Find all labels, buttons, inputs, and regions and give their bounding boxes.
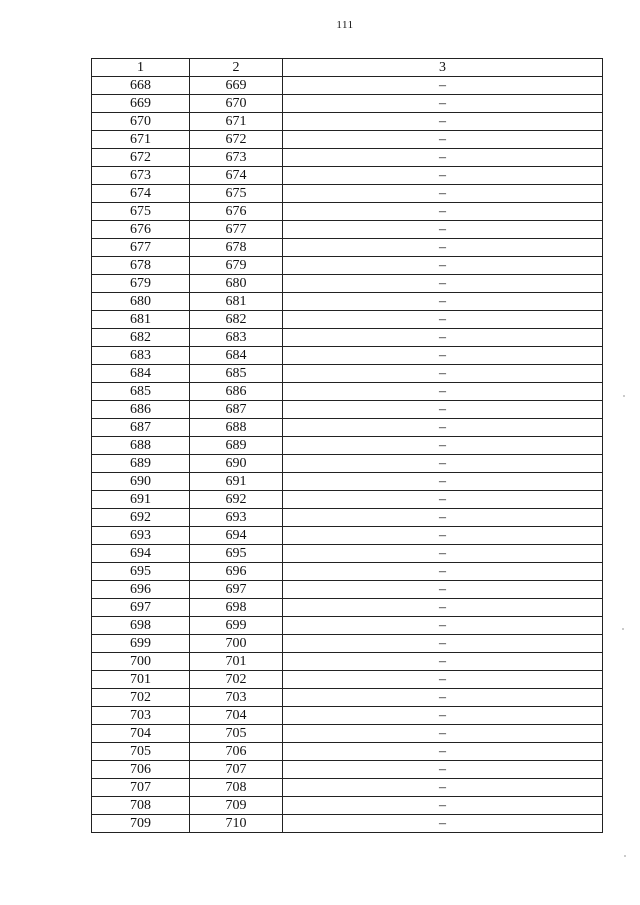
table-cell-col-2: 700 bbox=[190, 635, 283, 653]
table-cell-col-1: 692 bbox=[92, 509, 190, 527]
table-row bbox=[92, 419, 603, 437]
column-header-1: 1 bbox=[92, 59, 190, 77]
table-cell-col-3: – bbox=[283, 149, 603, 167]
table-cell-col-3: – bbox=[283, 131, 603, 149]
table-row bbox=[92, 491, 603, 509]
table-cell-col-3: – bbox=[283, 167, 603, 185]
table-cell-col-2: 684 bbox=[190, 347, 283, 365]
table-cell-col-3: – bbox=[283, 743, 603, 761]
table-row bbox=[92, 347, 603, 365]
table-row bbox=[92, 581, 603, 599]
table-row bbox=[92, 95, 603, 113]
table-row bbox=[92, 599, 603, 617]
table-cell-col-2: 683 bbox=[190, 329, 283, 347]
table-cell-col-2: 703 bbox=[190, 689, 283, 707]
table-cell-col-1: 700 bbox=[92, 653, 190, 671]
table-cell-col-3: – bbox=[283, 797, 603, 815]
table-cell-col-2: 669 bbox=[190, 77, 283, 95]
table-cell-col-3: – bbox=[283, 239, 603, 257]
table-row bbox=[92, 203, 603, 221]
table-cell-col-2: 689 bbox=[190, 437, 283, 455]
table-cell-col-1: 706 bbox=[92, 761, 190, 779]
table-cell-col-1: 695 bbox=[92, 563, 190, 581]
table-cell-col-1: 668 bbox=[92, 77, 190, 95]
table-cell-col-3: – bbox=[283, 113, 603, 131]
table-cell-col-3: – bbox=[283, 509, 603, 527]
table-cell-col-2: 678 bbox=[190, 239, 283, 257]
scan-speck bbox=[624, 855, 626, 857]
table-cell-col-3: – bbox=[283, 221, 603, 239]
table-row bbox=[92, 761, 603, 779]
table-cell-col-1: 688 bbox=[92, 437, 190, 455]
table-row bbox=[92, 725, 603, 743]
table-cell-col-1: 678 bbox=[92, 257, 190, 275]
table-cell-col-2: 688 bbox=[190, 419, 283, 437]
table-row bbox=[92, 455, 603, 473]
table-row bbox=[92, 707, 603, 725]
table-body bbox=[92, 59, 603, 833]
table-cell-col-1: 698 bbox=[92, 617, 190, 635]
table-cell-col-1: 708 bbox=[92, 797, 190, 815]
table-cell-col-1: 707 bbox=[92, 779, 190, 797]
table-cell-col-1: 685 bbox=[92, 383, 190, 401]
table-cell-col-2: 692 bbox=[190, 491, 283, 509]
table-cell-col-3: – bbox=[283, 815, 603, 833]
table-cell-col-1: 675 bbox=[92, 203, 190, 221]
table-cell-col-3: – bbox=[283, 599, 603, 617]
table-cell-col-1: 704 bbox=[92, 725, 190, 743]
table-row bbox=[92, 437, 603, 455]
table-cell-col-2: 710 bbox=[190, 815, 283, 833]
table-cell-col-1: 673 bbox=[92, 167, 190, 185]
page-number: 111 bbox=[336, 19, 354, 31]
table-cell-col-1: 686 bbox=[92, 401, 190, 419]
table-row bbox=[92, 689, 603, 707]
table-cell-col-1: 694 bbox=[92, 545, 190, 563]
table-cell-col-2: 698 bbox=[190, 599, 283, 617]
table-row bbox=[92, 383, 603, 401]
table-cell-col-1: 674 bbox=[92, 185, 190, 203]
table-row bbox=[92, 473, 603, 491]
table-cell-col-3: – bbox=[283, 347, 603, 365]
table-cell-col-1: 693 bbox=[92, 527, 190, 545]
table-cell-col-1: 681 bbox=[92, 311, 190, 329]
table-cell-col-2: 709 bbox=[190, 797, 283, 815]
table-cell-col-1: 709 bbox=[92, 815, 190, 833]
table-cell-col-2: 704 bbox=[190, 707, 283, 725]
table-cell-col-3: – bbox=[283, 761, 603, 779]
table-cell-col-1: 701 bbox=[92, 671, 190, 689]
table-header-row bbox=[92, 59, 603, 77]
scan-speck bbox=[622, 628, 624, 630]
table-cell-col-3: – bbox=[283, 563, 603, 581]
table-cell-col-1: 702 bbox=[92, 689, 190, 707]
table-cell-col-2: 685 bbox=[190, 365, 283, 383]
table-cell-col-3: – bbox=[283, 401, 603, 419]
table-cell-col-3: – bbox=[283, 365, 603, 383]
table-cell-col-1: 687 bbox=[92, 419, 190, 437]
table-cell-col-1: 705 bbox=[92, 743, 190, 761]
table-row bbox=[92, 635, 603, 653]
table-row bbox=[92, 743, 603, 761]
table-cell-col-3: – bbox=[283, 329, 603, 347]
column-header-2: 2 bbox=[190, 59, 283, 77]
table-cell-col-2: 686 bbox=[190, 383, 283, 401]
table-cell-col-2: 676 bbox=[190, 203, 283, 221]
table-cell-col-2: 687 bbox=[190, 401, 283, 419]
table-cell-col-1: 691 bbox=[92, 491, 190, 509]
table-cell-col-2: 681 bbox=[190, 293, 283, 311]
table-cell-col-1: 677 bbox=[92, 239, 190, 257]
table-cell-col-3: – bbox=[283, 707, 603, 725]
table-row bbox=[92, 221, 603, 239]
table-cell-col-1: 672 bbox=[92, 149, 190, 167]
table-cell-col-2: 680 bbox=[190, 275, 283, 293]
table-cell-col-2: 705 bbox=[190, 725, 283, 743]
table-row bbox=[92, 797, 603, 815]
table-cell-col-3: – bbox=[283, 95, 603, 113]
table-row bbox=[92, 401, 603, 419]
table-row bbox=[92, 293, 603, 311]
table-row bbox=[92, 185, 603, 203]
table-row bbox=[92, 779, 603, 797]
table-cell-col-1: 699 bbox=[92, 635, 190, 653]
table-row bbox=[92, 149, 603, 167]
table-row bbox=[92, 563, 603, 581]
table-row bbox=[92, 77, 603, 95]
scan-speck bbox=[623, 395, 625, 397]
table-cell-col-1: 683 bbox=[92, 347, 190, 365]
table-cell-col-2: 697 bbox=[190, 581, 283, 599]
table-cell-col-3: – bbox=[283, 455, 603, 473]
table-cell-col-1: 696 bbox=[92, 581, 190, 599]
table-row bbox=[92, 509, 603, 527]
table-cell-col-2: 706 bbox=[190, 743, 283, 761]
table-cell-col-3: – bbox=[283, 545, 603, 563]
table-cell-col-3: – bbox=[283, 635, 603, 653]
table-cell-col-1: 676 bbox=[92, 221, 190, 239]
table-row bbox=[92, 329, 603, 347]
table-cell-col-1: 680 bbox=[92, 293, 190, 311]
table-row bbox=[92, 113, 603, 131]
table-row bbox=[92, 545, 603, 563]
table-cell-col-2: 673 bbox=[190, 149, 283, 167]
table-row bbox=[92, 527, 603, 545]
table-cell-col-3: – bbox=[283, 491, 603, 509]
table-cell-col-1: 682 bbox=[92, 329, 190, 347]
table-cell-col-3: – bbox=[283, 185, 603, 203]
table-row bbox=[92, 815, 603, 833]
table-row bbox=[92, 239, 603, 257]
table-cell-col-3: – bbox=[283, 203, 603, 221]
table-row bbox=[92, 311, 603, 329]
table-cell-col-2: 670 bbox=[190, 95, 283, 113]
table-cell-col-1: 697 bbox=[92, 599, 190, 617]
table-cell-col-3: – bbox=[283, 275, 603, 293]
table-cell-col-2: 672 bbox=[190, 131, 283, 149]
table-cell-col-1: 669 bbox=[92, 95, 190, 113]
table-cell-col-2: 675 bbox=[190, 185, 283, 203]
table-cell-col-3: – bbox=[283, 671, 603, 689]
table-cell-col-2: 677 bbox=[190, 221, 283, 239]
table-cell-col-2: 694 bbox=[190, 527, 283, 545]
table-cell-col-1: 671 bbox=[92, 131, 190, 149]
table-cell-col-2: 679 bbox=[190, 257, 283, 275]
table-cell-col-2: 701 bbox=[190, 653, 283, 671]
table-cell-col-3: – bbox=[283, 257, 603, 275]
table-cell-col-2: 708 bbox=[190, 779, 283, 797]
table-row bbox=[92, 671, 603, 689]
table-cell-col-2: 671 bbox=[190, 113, 283, 131]
table-cell-col-1: 670 bbox=[92, 113, 190, 131]
table-cell-col-2: 690 bbox=[190, 455, 283, 473]
table-cell-col-3: – bbox=[283, 725, 603, 743]
table-row bbox=[92, 275, 603, 293]
table-row bbox=[92, 365, 603, 383]
table-cell-col-3: – bbox=[283, 77, 603, 95]
table-cell-col-2: 696 bbox=[190, 563, 283, 581]
table-row bbox=[92, 167, 603, 185]
table-cell-col-1: 689 bbox=[92, 455, 190, 473]
table-cell-col-3: – bbox=[283, 617, 603, 635]
table-row bbox=[92, 131, 603, 149]
table-cell-col-3: – bbox=[283, 437, 603, 455]
table-cell-col-1: 684 bbox=[92, 365, 190, 383]
table-cell-col-3: – bbox=[283, 581, 603, 599]
table-cell-col-2: 691 bbox=[190, 473, 283, 491]
table-cell-col-3: – bbox=[283, 689, 603, 707]
table-row bbox=[92, 617, 603, 635]
table-row bbox=[92, 257, 603, 275]
table-cell-col-2: 693 bbox=[190, 509, 283, 527]
table-cell-col-2: 707 bbox=[190, 761, 283, 779]
column-header-3: 3 bbox=[283, 59, 603, 77]
table-cell-col-3: – bbox=[283, 473, 603, 491]
table-cell-col-1: 679 bbox=[92, 275, 190, 293]
table-cell-col-3: – bbox=[283, 779, 603, 797]
table-cell-col-3: – bbox=[283, 293, 603, 311]
table-cell-col-2: 695 bbox=[190, 545, 283, 563]
data-table bbox=[91, 58, 603, 833]
table-cell-col-1: 703 bbox=[92, 707, 190, 725]
table-cell-col-2: 699 bbox=[190, 617, 283, 635]
table-cell-col-2: 674 bbox=[190, 167, 283, 185]
table-cell-col-2: 682 bbox=[190, 311, 283, 329]
table-cell-col-1: 690 bbox=[92, 473, 190, 491]
table-cell-col-3: – bbox=[283, 383, 603, 401]
table-cell-col-3: – bbox=[283, 311, 603, 329]
table-row bbox=[92, 653, 603, 671]
table-cell-col-3: – bbox=[283, 653, 603, 671]
table-cell-col-3: – bbox=[283, 527, 603, 545]
table-cell-col-2: 702 bbox=[190, 671, 283, 689]
table-cell-col-3: – bbox=[283, 419, 603, 437]
